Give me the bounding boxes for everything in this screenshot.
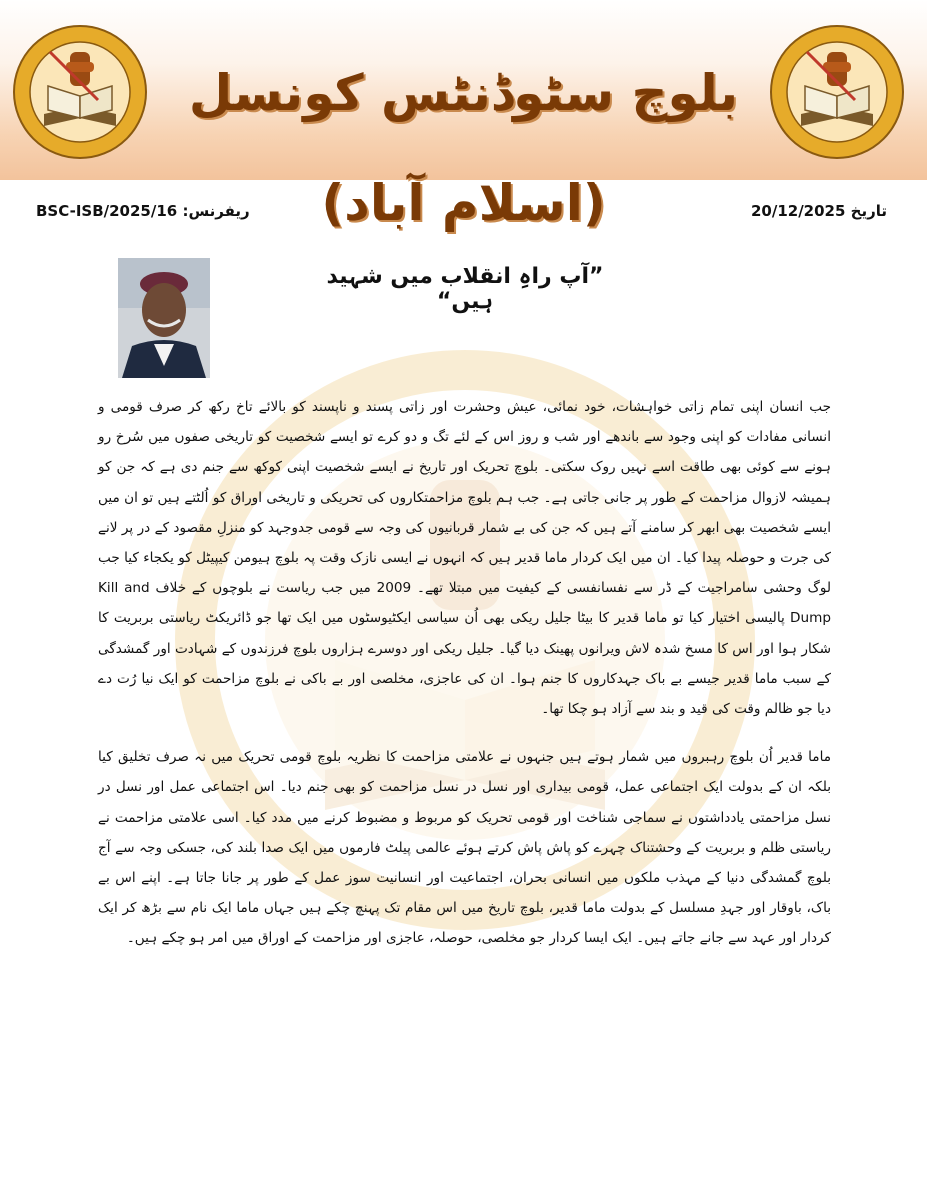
- ref-label: ریفرنس:: [182, 202, 250, 220]
- headline: ”آپ راہِ انقلاب میں شہید ہیں“: [326, 264, 604, 314]
- paragraph: جب انسان اپنی تمام زاتی خواہشات، خود نمائی، عیش وحشرت اور زاتی پسند و ناپسند کو بالائے تاخ رکھ کر صرف قومی و انسانی مفادات کو اپنی وجود سے باندھے اور شب و روز اس کے لئے تگ و دو کرے تو ایسے شخصیت کو تاریخی صفوں میں سُرخ رو ہونے سے کوئی بھی طاقت اسے نہیں روک سکتی۔ بلوچ تحریک اور تاریخ نے ایسے شخصیت اپنی کوکھ سے جنم دی ہے کہ جن کو ہمیشہ لازوال مزاحمت کے طور پر جانی جاتی ہے۔ جب ہم بلوچ مزاحمتکاروں کی تحریکی و تاریخی اوراق کو اُلٹتے ہیں تو ان میں ایسے شخصیت بھی ابھر کر سامنے آتے ہیں کہ جن کی بے شمار قربانیوں کی وجہ سے قومی جدوجہد کو منزلِ مقصود کے در پر لانے کی جرت و حوصلہ پیدا کیا۔ ان میں ایک کردار ماما قدیر ہیں کہ انہوں نے ایسی نازک وقت پہ بلوچ ہیومن کیپیٹل کو یکجاء کیا جب لوگ وحشی سامراجیت کے ڈر سے نفسانفسی کے کیفیت میں مبتلا تھے۔ 2009 میں جب ریاست نے بلوچوں کے خلاف Kill and Dump پالیسی اختیار کیا تو ماما قدیر کا بیٹا جلیل ریکی بھی اُن سیاسی ایکٹیوسٹوں میں ایک تھا جو ڈائریکٹ ریاستی بربریت کا شکار ہوا اور اس کا مسخ شدہ لاش ویرانوں پھینک دیا گیا۔ جلیل ریکی اور دوسرے ہزاروں بلوچ فرزندوں کے شہادت اور گمشدگی کے سبب ماما قدیر جیسے بے باک جہدکاروں کا جنم ہوا۔ ان کی عاجزی، مخلصی اور بے باکی نے بلوچ مزاحمت کو ایک نیا رُت دے دیا جو ظالم وقت کی قید و بند سے آزاد ہو چکا تھا۔: [98, 399, 831, 718]
- date-label: تاریخ: [850, 202, 887, 220]
- portrait-photo: [118, 258, 210, 378]
- date-value: 20/12/2025: [750, 202, 846, 220]
- emblem-left-logo: [10, 22, 150, 162]
- ref-value: BSC-ISB/2025/16: [36, 202, 178, 220]
- paragraph: ماما قدیر اُن بلوچ رہبروں میں شمار ہوتے ہیں جنہوں نے علامتی مزاحمت کا نظریہ بلوچ قومی تحریک میں نہ صرف تخلیق کیا بلکہ ان کے بدولت ایک اجتماعی عمل، قومی بیداری اور نسل در نسل مزاحمت کو بھی جنم دیا۔ اس اجتماعی عمل اور نسل در نسل مزاحمتی یادداشتوں نے سماجی شناخت اور قومی تحریک کو مربوط و مضبوط کرنے میں مدد کیا۔ اسی علامتی مزاحمت نے ریاستی ظلم و بربریت کے وحشتناک چہرے کو پاش پاش کرتے ہوئے عالمی پیلٹ فارموں میں ایک صدا بلند کی، جسکی وجہ سے آج بلوچ گمشدگی دنیا کے مہذب ملکوں میں انسانی بحران، اجتماعیت اور انسانیت سوز عمل کے طور پر جانا جاتا ہے۔ اپنے اس بے باک، باوقار اور جہدِ مسلسل کے بدولت ماما قدیر، بلوچ تاریخ میں اس مقام تک پہنچ چکے ہیں جہاں ماما ایک نام سے بڑھ کر ایک کردار اور عہد سے جانے جاتے ہیں۔ ایک ایسا کردار جو مخلصی، حوصلہ، عاجزی اور مزاحمت کے اوراق میں امر ہو چکے ہیں۔: [98, 749, 831, 947]
- reference-line: [36, 202, 250, 220]
- emblem-right-logo: [767, 22, 907, 162]
- date-line: [751, 202, 887, 220]
- organization-title: بلوچ سٹوڈنٹس کونسل (اسلام آباد): [188, 64, 739, 232]
- letter-body: [98, 392, 831, 972]
